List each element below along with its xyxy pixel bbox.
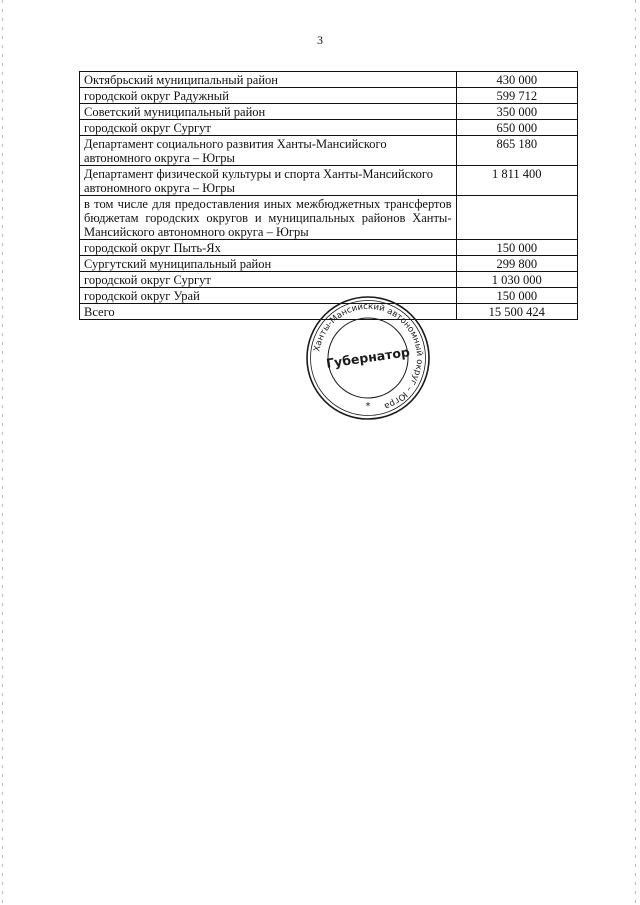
row-name: городской округ Сургут bbox=[80, 120, 457, 136]
table-row bbox=[80, 120, 578, 136]
row-amount: 150 000 bbox=[456, 240, 578, 256]
row-amount bbox=[456, 196, 578, 240]
scan-edge-right bbox=[635, 0, 636, 905]
table-row bbox=[80, 104, 578, 120]
row-name: Департамент социального развития Ханты-Мансийского автономного округа – Югры bbox=[80, 136, 457, 166]
table-row bbox=[80, 72, 578, 88]
total-amount: 15 500 424 bbox=[456, 304, 578, 320]
row-amount: 1 030 000 bbox=[456, 272, 578, 288]
table-row bbox=[80, 240, 578, 256]
table-row bbox=[80, 196, 578, 240]
table-row bbox=[80, 166, 578, 196]
stamp-ring-text: Ханты-Мансийский автономный округ – Югра bbox=[312, 301, 425, 411]
row-name: городской округ Радужный bbox=[80, 88, 457, 104]
row-name: Департамент физической культуры и спорта Ханты-Мансийского автономного округа – Югры bbox=[80, 166, 457, 196]
total-label: Всего bbox=[80, 304, 457, 320]
row-name: Октябрьский муниципальный район bbox=[80, 72, 457, 88]
row-amount: 650 000 bbox=[456, 120, 578, 136]
scan-edge-left bbox=[2, 0, 3, 905]
row-amount: 599 712 bbox=[456, 88, 578, 104]
governor-stamp bbox=[305, 295, 431, 421]
stamp-star: * bbox=[365, 401, 371, 412]
row-amount: 865 180 bbox=[456, 136, 578, 166]
row-amount: 299 800 bbox=[456, 256, 578, 272]
page-number: 3 bbox=[317, 33, 323, 47]
row-amount: 150 000 bbox=[456, 288, 578, 304]
row-name: городской округ Урай bbox=[80, 288, 457, 304]
row-name: Сургутский муниципальный район bbox=[80, 256, 457, 272]
table-row bbox=[80, 256, 578, 272]
row-amount: 430 000 bbox=[456, 72, 578, 88]
table-row bbox=[80, 88, 578, 104]
table-row bbox=[80, 136, 578, 166]
row-amount: 1 811 400 bbox=[456, 166, 578, 196]
row-amount: 350 000 bbox=[456, 104, 578, 120]
row-name: городской округ Сургут bbox=[80, 272, 457, 288]
allocation-table bbox=[79, 71, 578, 320]
table-row bbox=[80, 272, 578, 288]
row-name: Советский муниципальный район bbox=[80, 104, 457, 120]
row-name: в том числе для предоставления иных межбюджетных трансфертов бюджетам городских округов и муниципальных районов Ханты-Мансийского автономного округа – Югры bbox=[80, 196, 457, 240]
stamp-center-text: Губернатор bbox=[325, 344, 411, 371]
row-name: городской округ Пыть-Ях bbox=[80, 240, 457, 256]
